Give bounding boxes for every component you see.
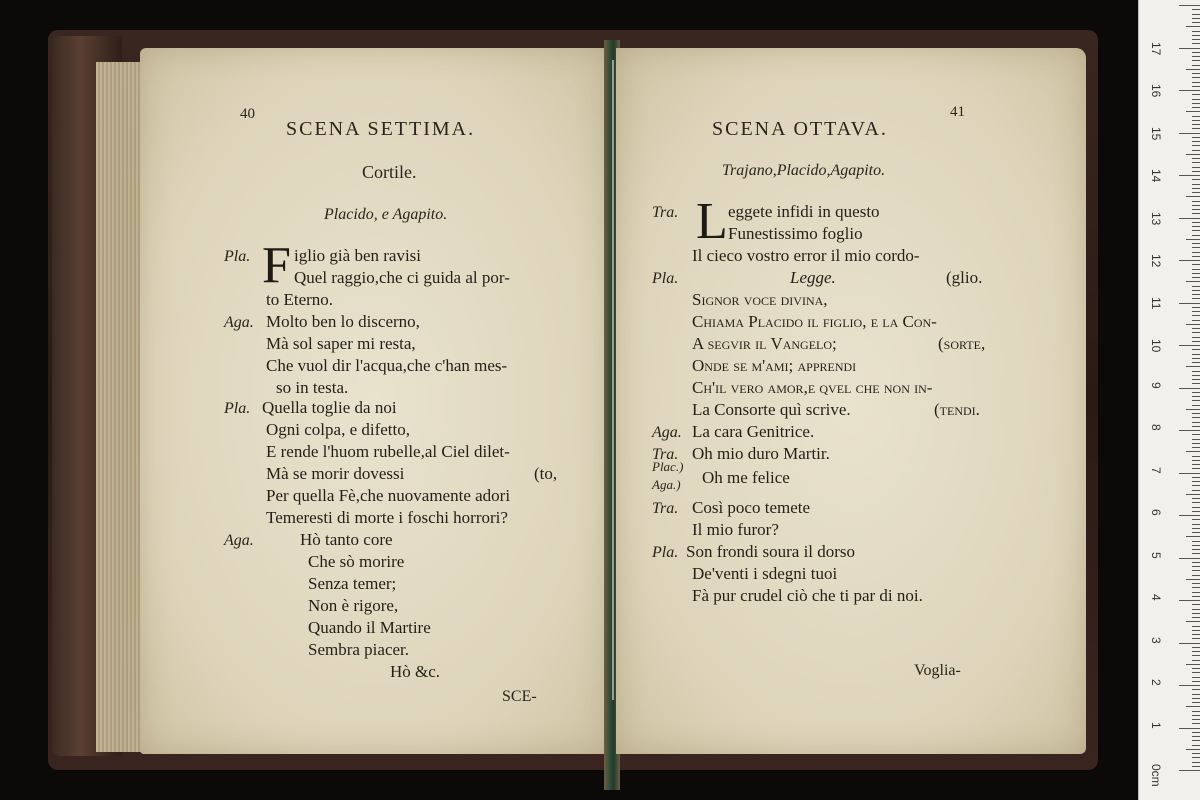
ruler-tick bbox=[1192, 681, 1200, 682]
ruler-tick bbox=[1192, 753, 1200, 754]
ruler-tick bbox=[1186, 749, 1200, 750]
ruler-tick bbox=[1192, 18, 1200, 19]
ruler-tick bbox=[1192, 617, 1200, 618]
ruler-tick bbox=[1186, 154, 1200, 155]
ruler-tick bbox=[1192, 736, 1200, 737]
ruler-tick bbox=[1186, 579, 1200, 580]
text-line: Hò tanto core bbox=[300, 530, 393, 549]
text-line: Quella toglie da noi bbox=[262, 398, 397, 417]
ruler-tick bbox=[1192, 264, 1200, 265]
ruler-tick bbox=[1192, 562, 1200, 563]
ruler-tick bbox=[1192, 392, 1200, 393]
ruler-tick bbox=[1186, 324, 1200, 325]
speaker-label: Pla. bbox=[652, 544, 679, 561]
ruler-tick bbox=[1192, 456, 1200, 457]
ruler-tick bbox=[1186, 536, 1200, 537]
ruler-tick bbox=[1179, 728, 1200, 729]
scene-place: Cortile. bbox=[362, 162, 417, 182]
speaker-label: Tra. bbox=[652, 500, 679, 517]
text-line: Oh me felice bbox=[702, 468, 790, 487]
drop-cap: L bbox=[696, 193, 728, 250]
ruler-tick bbox=[1192, 99, 1200, 100]
ruler-tick bbox=[1192, 655, 1200, 656]
text-line: Il mio furor? bbox=[692, 520, 779, 539]
text-line: to Eterno. bbox=[266, 290, 334, 309]
ruler-tick bbox=[1192, 128, 1200, 129]
speaker-label: Aga. bbox=[652, 424, 682, 441]
ruler-tick bbox=[1192, 498, 1200, 499]
ruler-tick bbox=[1186, 664, 1200, 665]
ruler-tick bbox=[1192, 14, 1200, 15]
ruler-tick bbox=[1192, 332, 1200, 333]
speaker-label: Pla. bbox=[224, 248, 251, 265]
ruler-label: 17 bbox=[1149, 41, 1163, 55]
ruler-tick bbox=[1192, 120, 1200, 121]
ruler-label: 10 bbox=[1149, 339, 1163, 353]
ruler-tick bbox=[1192, 647, 1200, 648]
page-number: 41 bbox=[950, 104, 965, 120]
ruler-tick bbox=[1192, 723, 1200, 724]
ruler-tick bbox=[1192, 587, 1200, 588]
ruler-tick bbox=[1186, 451, 1200, 452]
text-line: Quando il Martire bbox=[308, 618, 431, 637]
ruler-tick bbox=[1192, 511, 1200, 512]
ruler-tick bbox=[1192, 349, 1200, 350]
ruler-label: 16 bbox=[1149, 84, 1163, 98]
ruler-tick bbox=[1192, 745, 1200, 746]
ruler-tick bbox=[1192, 766, 1200, 767]
ruler-tick bbox=[1186, 69, 1200, 70]
ruler-tick bbox=[1179, 600, 1200, 601]
speaker-label: Tra. bbox=[652, 204, 679, 221]
ruler-tick bbox=[1192, 634, 1200, 635]
ruler-tick bbox=[1179, 473, 1200, 474]
ruler-tick bbox=[1192, 545, 1200, 546]
ruler-tick bbox=[1192, 405, 1200, 406]
ruler-tick bbox=[1192, 371, 1200, 372]
ruler-tick bbox=[1192, 315, 1200, 316]
ruler-label: 15 bbox=[1149, 126, 1163, 140]
ruler-tick bbox=[1192, 630, 1200, 631]
ruler-tick bbox=[1179, 515, 1200, 516]
ruler-tick bbox=[1179, 218, 1200, 219]
ruler-tick bbox=[1192, 43, 1200, 44]
ruler-tick bbox=[1192, 192, 1200, 193]
ruler-tick bbox=[1192, 252, 1200, 253]
ruler-tick bbox=[1179, 133, 1200, 134]
ruler-tick bbox=[1192, 711, 1200, 712]
ruler-tick bbox=[1179, 770, 1200, 771]
ruler-tick bbox=[1192, 528, 1200, 529]
scene-cast: Trajano,Placido,Agapito. bbox=[722, 162, 886, 179]
ruler-tick bbox=[1192, 188, 1200, 189]
ruler-tick bbox=[1192, 158, 1200, 159]
ruler-tick bbox=[1192, 481, 1200, 482]
ruler-tick bbox=[1192, 273, 1200, 274]
ruler-label: 12 bbox=[1149, 254, 1163, 268]
ruler-tick bbox=[1192, 60, 1200, 61]
ruler-tick bbox=[1192, 541, 1200, 542]
ruler-tick bbox=[1192, 354, 1200, 355]
ruler-tick bbox=[1192, 464, 1200, 465]
ruler-label: 13 bbox=[1149, 211, 1163, 225]
text-line: Ch'il vero amor,e qvel che non in- bbox=[692, 378, 933, 397]
ruler-tick bbox=[1192, 613, 1200, 614]
ruler-tick bbox=[1192, 566, 1200, 567]
page-number: 40 bbox=[240, 106, 255, 122]
ruler-tick bbox=[1192, 35, 1200, 36]
ruler-tick bbox=[1192, 507, 1200, 508]
text-line: so in testa. bbox=[276, 378, 349, 397]
ruler-tick bbox=[1186, 281, 1200, 282]
text-line: Signor voce divina, bbox=[692, 290, 828, 309]
ruler-tick bbox=[1192, 213, 1200, 214]
ruler-label: 1 bbox=[1149, 721, 1163, 729]
ruler-tick bbox=[1192, 460, 1200, 461]
ruler-tick bbox=[1192, 286, 1200, 287]
ruler-tick bbox=[1192, 583, 1200, 584]
ruler-label: 7 bbox=[1149, 466, 1163, 474]
text-line: Che vuol dir l'acqua,che c'han mes- bbox=[266, 356, 508, 375]
ruler-tick bbox=[1192, 256, 1200, 257]
ruler-tick bbox=[1192, 677, 1200, 678]
ruler-tick bbox=[1179, 685, 1200, 686]
ruler-tick bbox=[1192, 596, 1200, 597]
ruler-tick bbox=[1192, 604, 1200, 605]
text-line: Temeresti di morte i foschi horrori? bbox=[266, 508, 508, 527]
ruler-tick bbox=[1192, 570, 1200, 571]
speaker-label: Pla. bbox=[224, 400, 251, 417]
ruler-tick bbox=[1192, 269, 1200, 270]
ruler-tick bbox=[1192, 137, 1200, 138]
scene-heading: SCENA SETTIMA. bbox=[286, 118, 476, 140]
catchword: Voglia- bbox=[914, 662, 961, 679]
ruler-tick bbox=[1192, 553, 1200, 554]
ruler-label: 3 bbox=[1149, 636, 1163, 644]
ruler-tick bbox=[1192, 740, 1200, 741]
text-line: Hò &c. bbox=[390, 662, 441, 681]
speaker-label: Plac.) Aga.) bbox=[652, 459, 684, 492]
ruler-label: 4 bbox=[1149, 594, 1163, 601]
ruler-tick bbox=[1192, 668, 1200, 669]
ruler-tick bbox=[1179, 303, 1200, 304]
ruler-tick bbox=[1192, 226, 1200, 227]
ruler-tick bbox=[1192, 9, 1200, 10]
text-line: Ogni colpa, e difetto, bbox=[266, 420, 410, 439]
text-line: Il cieco vostro error il mio cordo- bbox=[692, 246, 920, 265]
text-line: (glio. bbox=[946, 268, 983, 287]
ruler-tick bbox=[1192, 124, 1200, 125]
ruler-tick bbox=[1179, 48, 1200, 49]
ruler-tick bbox=[1192, 162, 1200, 163]
ruler-tick bbox=[1192, 375, 1200, 376]
text-line: Sembra piacer. bbox=[308, 640, 410, 659]
ruler-tick bbox=[1179, 175, 1200, 176]
ruler-tick bbox=[1192, 341, 1200, 342]
ruler-tick bbox=[1192, 651, 1200, 652]
scene-cast: Placido, e Agapito. bbox=[324, 206, 448, 223]
ruler-tick bbox=[1192, 502, 1200, 503]
text-line: La cara Genitrice. bbox=[692, 422, 815, 441]
ruler-tick bbox=[1186, 26, 1200, 27]
ruler-tick bbox=[1192, 549, 1200, 550]
ruler-label: 14 bbox=[1149, 169, 1163, 183]
ruler-tick bbox=[1192, 524, 1200, 525]
ruler-tick bbox=[1192, 243, 1200, 244]
ruler-tick bbox=[1192, 468, 1200, 469]
ruler-tick bbox=[1186, 706, 1200, 707]
ruler-tick bbox=[1186, 409, 1200, 410]
speaker-label: Aga. bbox=[224, 314, 254, 331]
ruler-tick bbox=[1192, 626, 1200, 627]
ruler-tick bbox=[1186, 196, 1200, 197]
text-line: Per quella Fè,che nuovamente adori bbox=[266, 486, 511, 505]
ruler-tick bbox=[1192, 422, 1200, 423]
ruler-tick bbox=[1192, 73, 1200, 74]
ruler-tick bbox=[1192, 22, 1200, 23]
ruler-tick bbox=[1179, 643, 1200, 644]
text-line: Molto ben lo discerno, bbox=[266, 312, 420, 331]
ruler-tick bbox=[1192, 362, 1200, 363]
ruler-tick bbox=[1192, 82, 1200, 83]
ruler-tick bbox=[1192, 184, 1200, 185]
ruler-tick bbox=[1192, 358, 1200, 359]
ruler-tick bbox=[1186, 494, 1200, 495]
text-line: iglio già ben ravisi bbox=[294, 246, 422, 265]
speaker-label: Aga. bbox=[224, 532, 254, 549]
ruler-tick bbox=[1192, 477, 1200, 478]
text-line: (sorte, bbox=[938, 334, 986, 353]
ruler-tick bbox=[1192, 592, 1200, 593]
ruler-tick bbox=[1179, 90, 1200, 91]
text-line: Quel raggio,che ci guida al por- bbox=[294, 268, 510, 287]
ruler-tick bbox=[1192, 519, 1200, 520]
ruler-label: 11 bbox=[1149, 296, 1163, 309]
ruler-tick bbox=[1192, 94, 1200, 95]
ruler-tick bbox=[1192, 417, 1200, 418]
ruler-tick bbox=[1192, 715, 1200, 716]
speaker-label: Tra. bbox=[652, 446, 679, 463]
ruler-tick bbox=[1192, 141, 1200, 142]
ruler-label: 5 bbox=[1149, 551, 1163, 559]
drop-cap: F bbox=[262, 237, 291, 294]
ruler-label: 2 bbox=[1149, 679, 1163, 686]
ruler-tick bbox=[1192, 52, 1200, 53]
text-line: A segvir il Vangelo; bbox=[692, 334, 837, 353]
ruler-tick bbox=[1192, 400, 1200, 401]
ruler-tick bbox=[1179, 5, 1200, 6]
ruler-tick bbox=[1192, 762, 1200, 763]
ruler-tick bbox=[1192, 201, 1200, 202]
ruler-tick bbox=[1192, 103, 1200, 104]
ruler-tick bbox=[1179, 388, 1200, 389]
text-line: Mà sol saper mi resta, bbox=[266, 334, 416, 353]
ruler-tick bbox=[1192, 413, 1200, 414]
ruler-tick bbox=[1192, 383, 1200, 384]
ruler-tick bbox=[1192, 434, 1200, 435]
ruler-tick bbox=[1192, 65, 1200, 66]
binding-thread bbox=[612, 60, 614, 700]
text-line: Oh mio duro Martir. bbox=[692, 444, 830, 463]
ruler-tick bbox=[1192, 86, 1200, 87]
text-line: Non è rigore, bbox=[308, 596, 399, 615]
ruler-tick bbox=[1192, 757, 1200, 758]
ruler-tick bbox=[1192, 209, 1200, 210]
text-line: Son frondi soura il dorso bbox=[686, 542, 856, 561]
ruler-tick bbox=[1192, 439, 1200, 440]
ruler-tick bbox=[1192, 490, 1200, 491]
ruler-tick bbox=[1192, 702, 1200, 703]
measurement-ruler bbox=[1138, 0, 1200, 800]
ruler-tick bbox=[1192, 31, 1200, 32]
ruler-tick bbox=[1179, 558, 1200, 559]
ruler-tick bbox=[1192, 205, 1200, 206]
ruler-tick bbox=[1192, 532, 1200, 533]
ruler-tick bbox=[1192, 732, 1200, 733]
text-line: eggete infidi in questo bbox=[728, 202, 880, 221]
catchword: SCE- bbox=[502, 688, 537, 705]
ruler-tick bbox=[1192, 222, 1200, 223]
ruler-tick bbox=[1192, 689, 1200, 690]
ruler-label: 9 bbox=[1149, 381, 1163, 389]
ruler-label: 0cm bbox=[1149, 764, 1163, 787]
text-line: Onde se m'ami; apprendi bbox=[692, 356, 857, 375]
ruler-tick bbox=[1179, 260, 1200, 261]
text-line: Mà se morir dovessi bbox=[266, 464, 405, 483]
ruler-tick bbox=[1192, 311, 1200, 312]
ruler-tick bbox=[1192, 307, 1200, 308]
ruler-tick bbox=[1192, 150, 1200, 151]
ruler-tick bbox=[1192, 575, 1200, 576]
ruler-tick bbox=[1192, 447, 1200, 448]
text-line: Fà pur crudel ciò che ti par di noi. bbox=[692, 586, 923, 605]
text-line: Così poco temete bbox=[692, 498, 811, 517]
ruler-tick bbox=[1192, 694, 1200, 695]
ruler-tick bbox=[1192, 167, 1200, 168]
ruler-tick bbox=[1192, 77, 1200, 78]
ruler-tick bbox=[1192, 638, 1200, 639]
text-line: Legge. bbox=[790, 268, 836, 287]
ruler-tick bbox=[1192, 660, 1200, 661]
ruler-tick bbox=[1192, 230, 1200, 231]
ruler-tick bbox=[1179, 345, 1200, 346]
ruler-tick bbox=[1186, 366, 1200, 367]
text-line: (to, bbox=[534, 464, 558, 483]
ruler-tick bbox=[1192, 719, 1200, 720]
ruler-tick bbox=[1192, 396, 1200, 397]
ruler-tick bbox=[1192, 39, 1200, 40]
page-edges bbox=[96, 62, 146, 752]
text-line: E rende l'huom rubelle,al Ciel dilet- bbox=[266, 442, 510, 461]
scene-heading: SCENA OTTAVA. bbox=[712, 118, 888, 140]
ruler-tick bbox=[1192, 294, 1200, 295]
ruler-tick bbox=[1192, 290, 1200, 291]
ruler-tick bbox=[1192, 443, 1200, 444]
ruler-tick bbox=[1186, 239, 1200, 240]
ruler-tick bbox=[1192, 179, 1200, 180]
ruler-tick bbox=[1192, 379, 1200, 380]
ruler-label: 8 bbox=[1149, 424, 1163, 431]
text-line: Che sò morire bbox=[308, 552, 405, 571]
ruler-tick bbox=[1192, 426, 1200, 427]
ruler-tick bbox=[1192, 298, 1200, 299]
ruler-tick bbox=[1192, 698, 1200, 699]
text-line: (tendi. bbox=[934, 400, 980, 419]
text-line: Chiama Placido il figlio, e la Con- bbox=[692, 312, 937, 331]
ruler-tick bbox=[1192, 485, 1200, 486]
ruler-tick bbox=[1192, 320, 1200, 321]
ruler-tick bbox=[1192, 235, 1200, 236]
ruler-tick bbox=[1192, 107, 1200, 108]
speaker-label: Pla. bbox=[652, 270, 679, 287]
ruler-tick bbox=[1192, 116, 1200, 117]
text-line: Senza temer; bbox=[308, 574, 397, 593]
ruler-tick bbox=[1186, 111, 1200, 112]
text-line: La Consorte quì scrive. bbox=[692, 400, 851, 419]
right-page bbox=[616, 48, 1086, 754]
ruler-tick bbox=[1192, 328, 1200, 329]
ruler-tick bbox=[1192, 609, 1200, 610]
ruler-tick bbox=[1192, 247, 1200, 248]
ruler-tick bbox=[1192, 672, 1200, 673]
ruler-tick bbox=[1192, 171, 1200, 172]
ruler-tick bbox=[1192, 145, 1200, 146]
ruler-tick bbox=[1192, 56, 1200, 57]
left-page bbox=[140, 48, 608, 754]
ruler-label: 6 bbox=[1149, 509, 1163, 516]
ruler-tick bbox=[1179, 430, 1200, 431]
ruler-tick bbox=[1192, 337, 1200, 338]
text-line: Funestissimo foglio bbox=[728, 224, 863, 243]
text-line: De'venti i sdegni tuoi bbox=[692, 564, 838, 583]
ruler-tick bbox=[1192, 277, 1200, 278]
ruler-tick bbox=[1186, 621, 1200, 622]
